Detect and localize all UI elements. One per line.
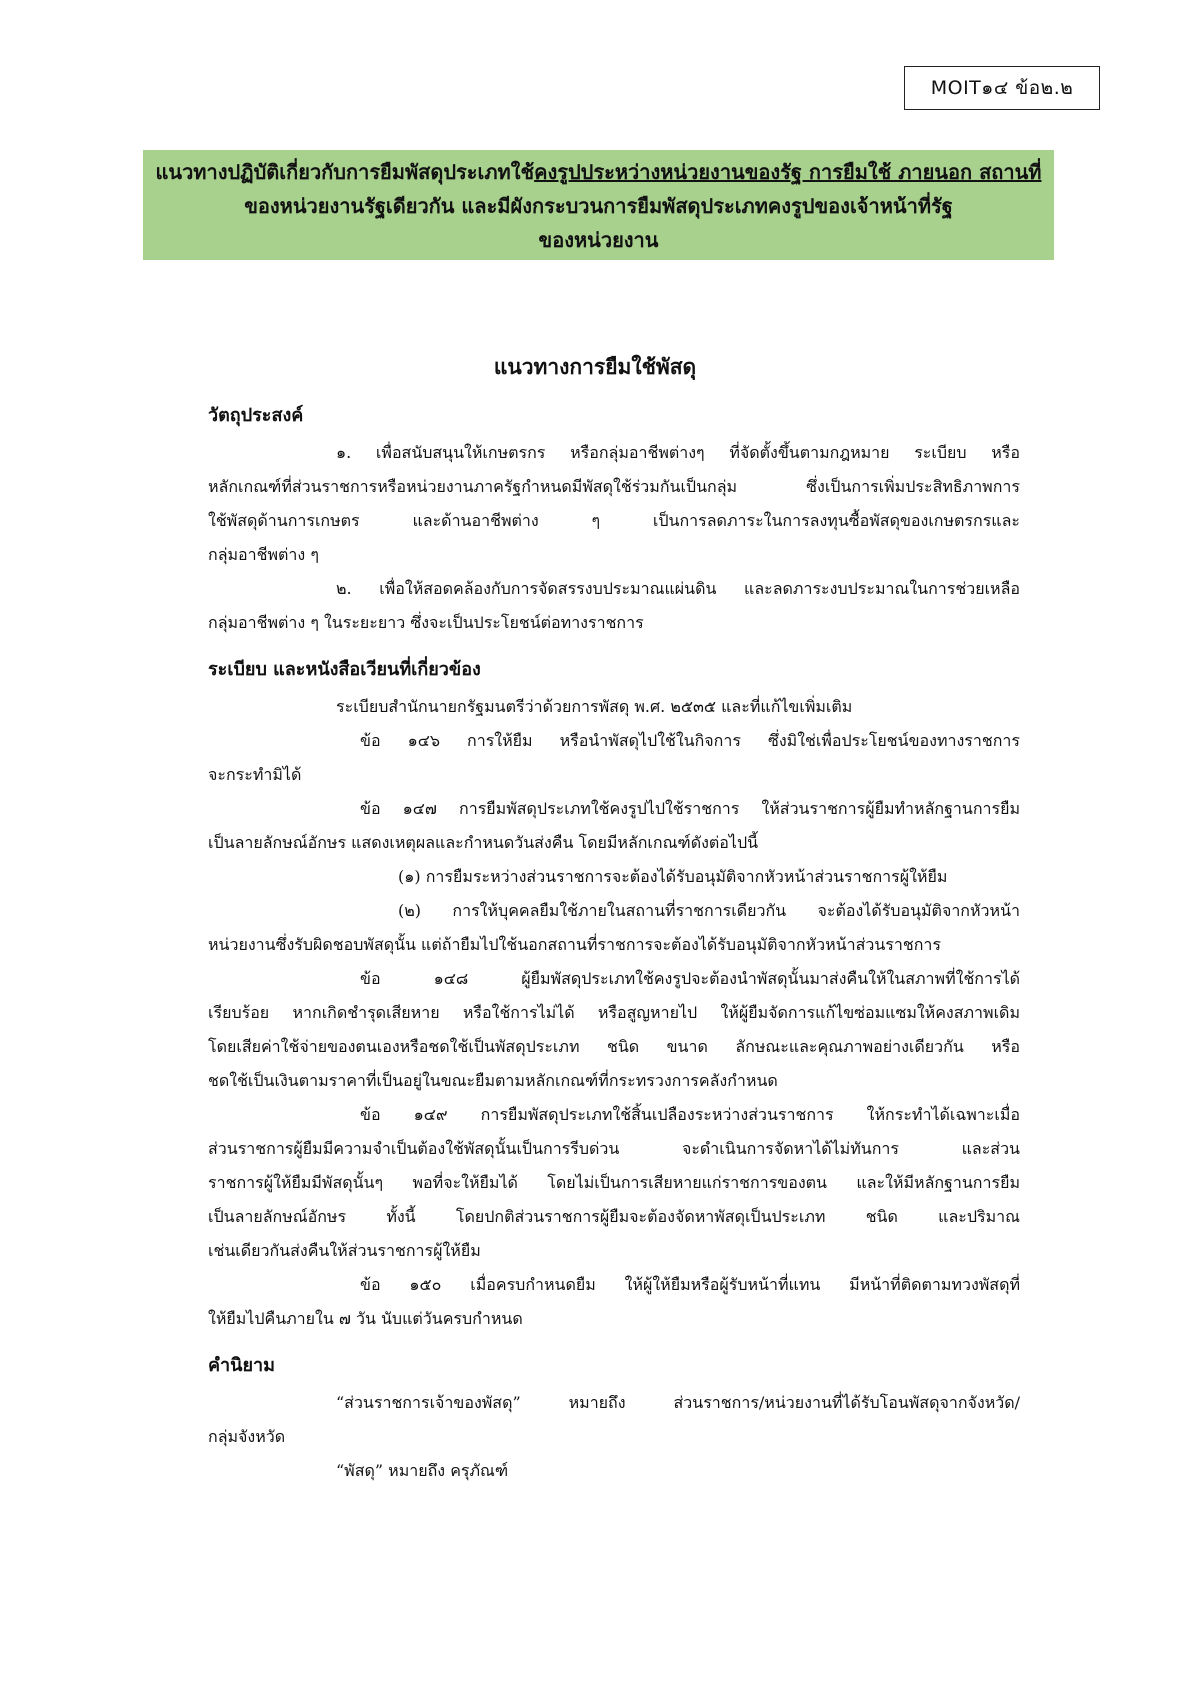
regulations-intro: ระเบียบสำนักนายกรัฐมนตรีว่าด้วยการพัสดุ พ.ศ. ๒๕๓๕ และที่แก้ไขเพิ่มเติม	[336, 697, 853, 716]
banner-line-2: ของหน่วยงานรัฐเดียวกัน และมีผังกระบวนการยืมพัสดุประเภทคงรูปของเจ้าหน้าที่รัฐ	[244, 194, 953, 218]
article-148-line-4: ชดใช้เป็นเงินตามราคาที่เป็นอยู่ในขณะยืมตามหลักเกณฑ์ที่กระทรวงการคลังกำหนด	[208, 1071, 778, 1090]
article-150-line-2: ให้ยืมไปคืนภายใน ๗ วัน นับแต่วันครบกำหนด	[208, 1309, 523, 1328]
main-title: แนวทางการยืมใช้พัสดุ	[493, 355, 697, 379]
article-147-sub-2-line-2: หน่วยงานซึ่งรับผิดชอบพัสดุนั้น แต่ถ้ายืมไปใช้นอกสถานที่ราชการจะต้องได้รับอนุมัติจากหัวหน้าส่วนราชการ	[208, 935, 941, 954]
article-147-sub-1: (๑) การยืมระหว่างส่วนราชการจะต้องได้รับอนุมัติจากหัวหน้าส่วนราชการผู้ให้ยืม	[398, 867, 948, 886]
article-149-line-1: ข้อ ๑๔๙ การยืมพัสดุประเภทใช้สิ้นเปลืองระหว่างส่วนราชการ ให้กระทำได้เฉพาะเมื่อ	[360, 1105, 1020, 1124]
banner-line-1-text: แนวทางปฏิบัติเกี่ยวกับการยืมพัสดุประเภทใช้	[155, 160, 535, 184]
document-reference-code: MOIT๑๔ ข้อ๒.๒	[904, 66, 1100, 110]
definition-1-line-2: กลุ่มจังหวัด	[208, 1427, 286, 1446]
article-149-line-3: ราชการผู้ให้ยืมมีพัสดุนั้นๆ พอที่จะให้ยืมได้ โดยไม่เป็นการเสียหายแก่ราชการของตน และให้มีหลักฐานการยืม	[208, 1173, 1020, 1192]
objective-2-line-1: ๒. เพื่อให้สอดคล้องกับการจัดสรรงบประมาณแผ่นดิน และลดภาระงบประมาณในการช่วยเหลือ	[336, 579, 1020, 598]
banner-line-3: ของหน่วยงาน	[538, 228, 659, 252]
objective-2-line-2: กลุ่มอาชีพต่าง ๆ ในระยะยาว ซึ่งจะเป็นประโยชน์ต่อทางราชการ	[208, 613, 644, 632]
article-147-line-2: เป็นลายลักษณ์อักษร แสดงเหตุผลและกำหนดวันส่งคืน โดยมีหลักเกณฑ์ดังต่อไปนี้	[208, 833, 759, 852]
definition-2: “พัสดุ” หมายถึง ครุภัณฑ์	[336, 1461, 509, 1480]
article-150-line-1: ข้อ ๑๕๐ เมื่อครบกำหนดยืม ให้ผู้ให้ยืมหรือผู้รับหน้าที่แทน มีหน้าที่ติดตามทวงพัสดุที่	[360, 1275, 1020, 1294]
document-body	[208, 396, 1020, 1488]
regulations-heading: ระเบียบ และหนังสือเวียนที่เกี่ยวข้อง	[208, 659, 481, 680]
objectives-heading: วัตถุประสงค์	[208, 405, 304, 426]
article-146-line-1: ข้อ ๑๔๖ การให้ยืม หรือนำพัสดุไปใช้ในกิจการ ซึ่งมิใช่เพื่อประโยชน์ของทางราชการ	[360, 731, 1020, 750]
banner-line-1-underlined: คงรูปประหว่างหน่วยงานของรัฐ การยืมใช้ ภายนอก สถานที่	[534, 160, 1042, 184]
definition-1-line-1: “ส่วนราชการเจ้าของพัสดุ” หมายถึง ส่วนราชการ/หน่วยงานที่ได้รับโอนพัสดุจากจังหวัด/	[336, 1393, 1020, 1412]
banner-line-1	[143, 155, 1054, 189]
article-147-sub-2-line-1: (๒) การให้บุคคลยืมใช้ภายในสถานที่ราชการเดียวกัน จะต้องได้รับอนุมัติจากหัวหน้า	[398, 901, 1020, 920]
article-149-line-2: ส่วนราชการผู้ยืมมีความจำเป็นต้องใช้พัสดุนั้นเป็นการรีบด่วน จะดำเนินการจัดหาได้ไม่ทันการ และส่วน	[208, 1139, 1020, 1158]
objective-1-line-3: ใช้พัสดุด้านการเกษตร และด้านอาชีพต่าง ๆ เป็นการลดภาระในการลงทุนซื้อพัสดุของเกษตรกรและ	[208, 511, 1020, 530]
definitions-heading: คำนิยาม	[208, 1355, 275, 1376]
objective-1-line-4: กลุ่มอาชีพต่าง ๆ	[208, 545, 319, 564]
article-148-line-1: ข้อ ๑๔๘ ผู้ยืมพัสดุประเภทใช้คงรูปจะต้องนำพัสดุนั้นมาส่งคืนให้ในสภาพที่ใช้การได้	[360, 969, 1020, 988]
article-146-line-2: จะกระทำมิได้	[208, 765, 302, 784]
article-148-line-2: เรียบร้อย หากเกิดชำรุดเสียหาย หรือใช้การไม่ได้ หรือสูญหายไป ให้ผู้ยืมจัดการแก้ไขซ่อมแซมให้คงสภาพเดิม	[208, 1003, 1020, 1022]
article-148-line-3: โดยเสียค่าใช้จ่ายของตนเองหรือชดใช้เป็นพัสดุประเภท ชนิด ขนาด ลักษณะและคุณภาพอย่างเดียวกัน หรือ	[208, 1037, 1020, 1056]
article-147-line-1: ข้อ ๑๔๗ การยืมพัสดุประเภทใช้คงรูปไปใช้ราชการ ให้ส่วนราชการผู้ยืมทำหลักฐานการยืม	[360, 799, 1020, 818]
objective-1-line-2: หลักเกณฑ์ที่ส่วนราชการหรือหน่วยงานภาครัฐกำหนดมีพัสดุใช้ร่วมกันเป็นกลุ่ม ซึ่งเป็นการเพิ่มประสิทธิภาพการ	[208, 477, 1020, 496]
article-149-line-4: เป็นลายลักษณ์อักษร ทั้งนี้ โดยปกติส่วนราชการผู้ยืมจะต้องจัดหาพัสดุเป็นประเภท ชนิด และปริมาณ	[208, 1207, 1020, 1226]
article-149-line-5: เช่นเดียวกันส่งคืนให้ส่วนราชการผู้ให้ยืม	[208, 1241, 481, 1260]
title-banner	[143, 150, 1054, 260]
objective-1-line-1: ๑. เพื่อสนับสนุนให้เกษตรกร หรือกลุ่มอาชีพต่างๆ ที่จัดตั้งขึ้นตามกฎหมาย ระเบียบ หรือ	[336, 443, 1020, 462]
